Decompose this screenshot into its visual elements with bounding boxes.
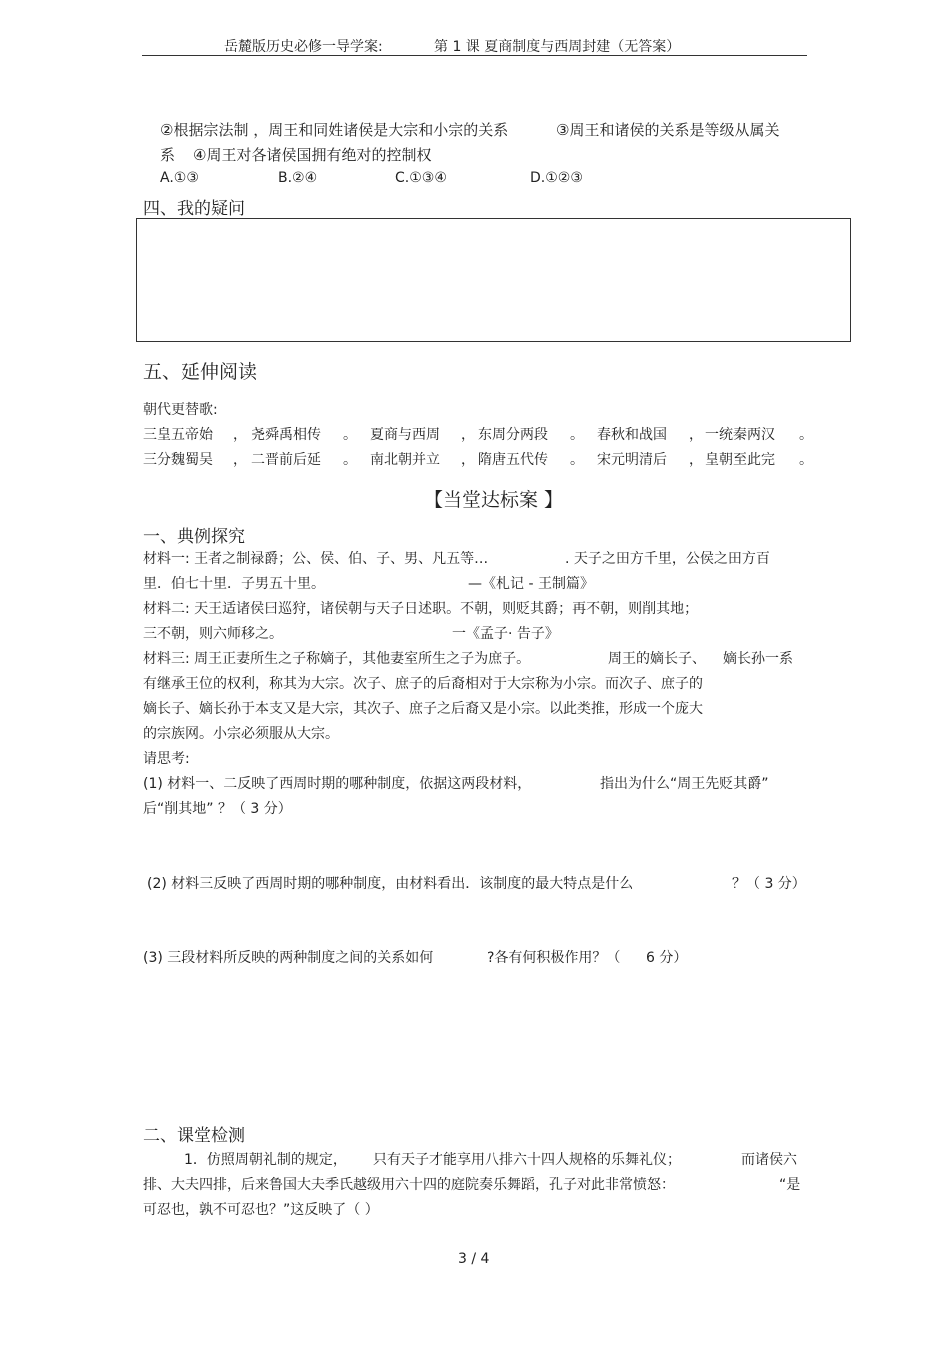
question-2-line1b: ？（ 3 分） <box>732 876 806 892</box>
question-1-line1b: 指出为什么“周王先贬其爵” <box>600 776 769 792</box>
q-prev-line2b: ④周王对各诸侯国拥有绝对的控制权 <box>193 146 432 164</box>
option-a: A.①③ <box>160 170 199 186</box>
material-3-line1a: 材料三: 周王正妻所生之子称嫡子，其他妻室所生之子为庶子。 <box>143 651 531 667</box>
poem-line1-part5: 春秋和战国 <box>597 427 667 443</box>
check-q1-line1c: 而诸侯六 <box>741 1152 797 1168</box>
header-title-right: 第 1 课 夏商制度与西周封建（无答案） <box>434 39 681 55</box>
questions-box <box>136 218 851 342</box>
header-title-left: 岳麓版历史必修一导学案: <box>224 39 383 55</box>
check-q1-line1a: 1．仿照周朝礼制的规定， <box>184 1152 347 1168</box>
poem-line2-part6: 皇朝至此完 <box>705 452 775 468</box>
poem-punct: ， <box>689 452 703 468</box>
section-2-title: 二、课堂检测 <box>143 1126 245 1146</box>
poem-line2-part5: 宋元明清后 <box>597 452 667 468</box>
poem-punct: ， <box>461 452 475 468</box>
poem-line1-part4: 东周分两段 <box>478 427 548 443</box>
poem-punct: 。 <box>570 452 584 468</box>
poem-punct: ， <box>461 427 475 443</box>
material-3-line1b: 周王的嫡长子、 <box>608 651 706 667</box>
option-b: B.②④ <box>278 170 318 186</box>
poem-line1-part1: 三皇五帝始 <box>143 427 213 443</box>
check-q1-line2b: “是 <box>779 1177 801 1193</box>
poem-punct: 。 <box>570 427 584 443</box>
poem-line1-part3: 夏商与西周 <box>370 427 440 443</box>
material-3-line3: 嫡长子、嫡长孙于本支又是大宗，其次子、庶子之后裔又是小宗。以此类推，形成一个庞大 <box>143 701 703 717</box>
material-3-line4: 的宗族网。小宗必须服从大宗。 <box>143 726 339 742</box>
material-2-line2: 三不朝，则六师移之。 <box>143 626 283 642</box>
poem-line2-part3: 南北朝并立 <box>370 452 440 468</box>
poem-punct: ， <box>233 427 247 443</box>
page-number: 3 / 4 <box>458 1251 490 1267</box>
q-prev-line2a: 系 <box>160 146 176 164</box>
poem-line2-part2: 二晋前后延 <box>251 452 321 468</box>
q-prev-line1b: ③周王和诸侯的关系是等级从属关 <box>556 121 780 139</box>
material-2-source: 一《孟子· 告子》 <box>452 626 559 642</box>
header-rule <box>142 55 807 56</box>
poem-punct: ， <box>689 427 703 443</box>
material-1-line1b: . 天子之田方千里，公侯之田方百 <box>565 551 770 567</box>
section-1-title: 一、典例探究 <box>143 527 245 547</box>
poem-line2-part4: 隋唐五代传 <box>478 452 548 468</box>
question-3-line1c: 6 分） <box>646 950 688 966</box>
poem-line1-part6: 一统秦两汉 <box>705 427 775 443</box>
poem-punct: ， <box>233 452 247 468</box>
poem-punct: 。 <box>799 452 813 468</box>
option-c: C.①③④ <box>395 170 447 186</box>
q-prev-line1a: ②根据宗法制 ，周王和同姓诸侯是大宗和小宗的关系 <box>160 121 509 139</box>
poem-punct: 。 <box>343 427 357 443</box>
check-q1-line2a: 排、大夫四排，后来鲁国大夫季氏越级用六十四的庭院奏乐舞蹈，孔子对此非常愤怒： <box>143 1177 675 1193</box>
material-2-line1: 材料二: 天王适诸侯曰巡狩，诸侯朝与天子日述职。不朝，则贬其爵；再不朝，则削其地； <box>143 601 699 617</box>
poem-line2-part1: 三分魏蜀吴 <box>143 452 213 468</box>
check-q1-line1b: 只有天子才能享用八排六十四人规格的乐舞礼仪； <box>373 1152 681 1168</box>
option-d: D.①②③ <box>530 170 583 186</box>
section-4-title: 四、我的疑问 <box>143 199 245 219</box>
material-1-line2: 里．伯七十里．子男五十里。 <box>143 576 325 592</box>
material-3-line1c: 嫡长孙一系 <box>723 651 793 667</box>
question-2-line1a: (2) 材料三反映了西周时期的哪种制度，由材料看出．该制度的最大特点是什么 <box>147 876 634 892</box>
poem-line1-part2: 尧舜禹相传 <box>251 427 321 443</box>
material-1-source: —《札记 - 王制篇》 <box>468 576 594 592</box>
banner-title: 【当堂达标案 】 <box>424 489 564 511</box>
question-1-line2: 后“削其地” ？（ 3 分） <box>143 801 292 817</box>
question-3-line1a: (3) 三段材料所反映的两种制度之间的关系如何 <box>143 950 434 966</box>
check-q1-line3: 可忍也，孰不可忍也？”这反映了（ ） <box>143 1202 379 1218</box>
material-3-line2: 有继承王位的权利，称其为大宗。次子、庶子的后裔相对于大宗称为小宗。而次子、庶子的 <box>143 676 703 692</box>
reading-intro: 朝代更替歌: <box>143 402 218 418</box>
material-1-line1: 材料一: 王者之制禄爵；公、侯、伯、子、男、凡五等… <box>143 551 489 567</box>
question-3-line1b: ?各有何积极作用？（ <box>487 950 621 966</box>
section-5-title: 五、延伸阅读 <box>143 361 258 383</box>
poem-punct: 。 <box>799 427 813 443</box>
question-1-line1a: (1) 材料一、二反映了西周时期的哪种制度，依据这两段材料， <box>143 776 532 792</box>
poem-punct: 。 <box>343 452 357 468</box>
think-label: 请思考: <box>143 751 190 767</box>
